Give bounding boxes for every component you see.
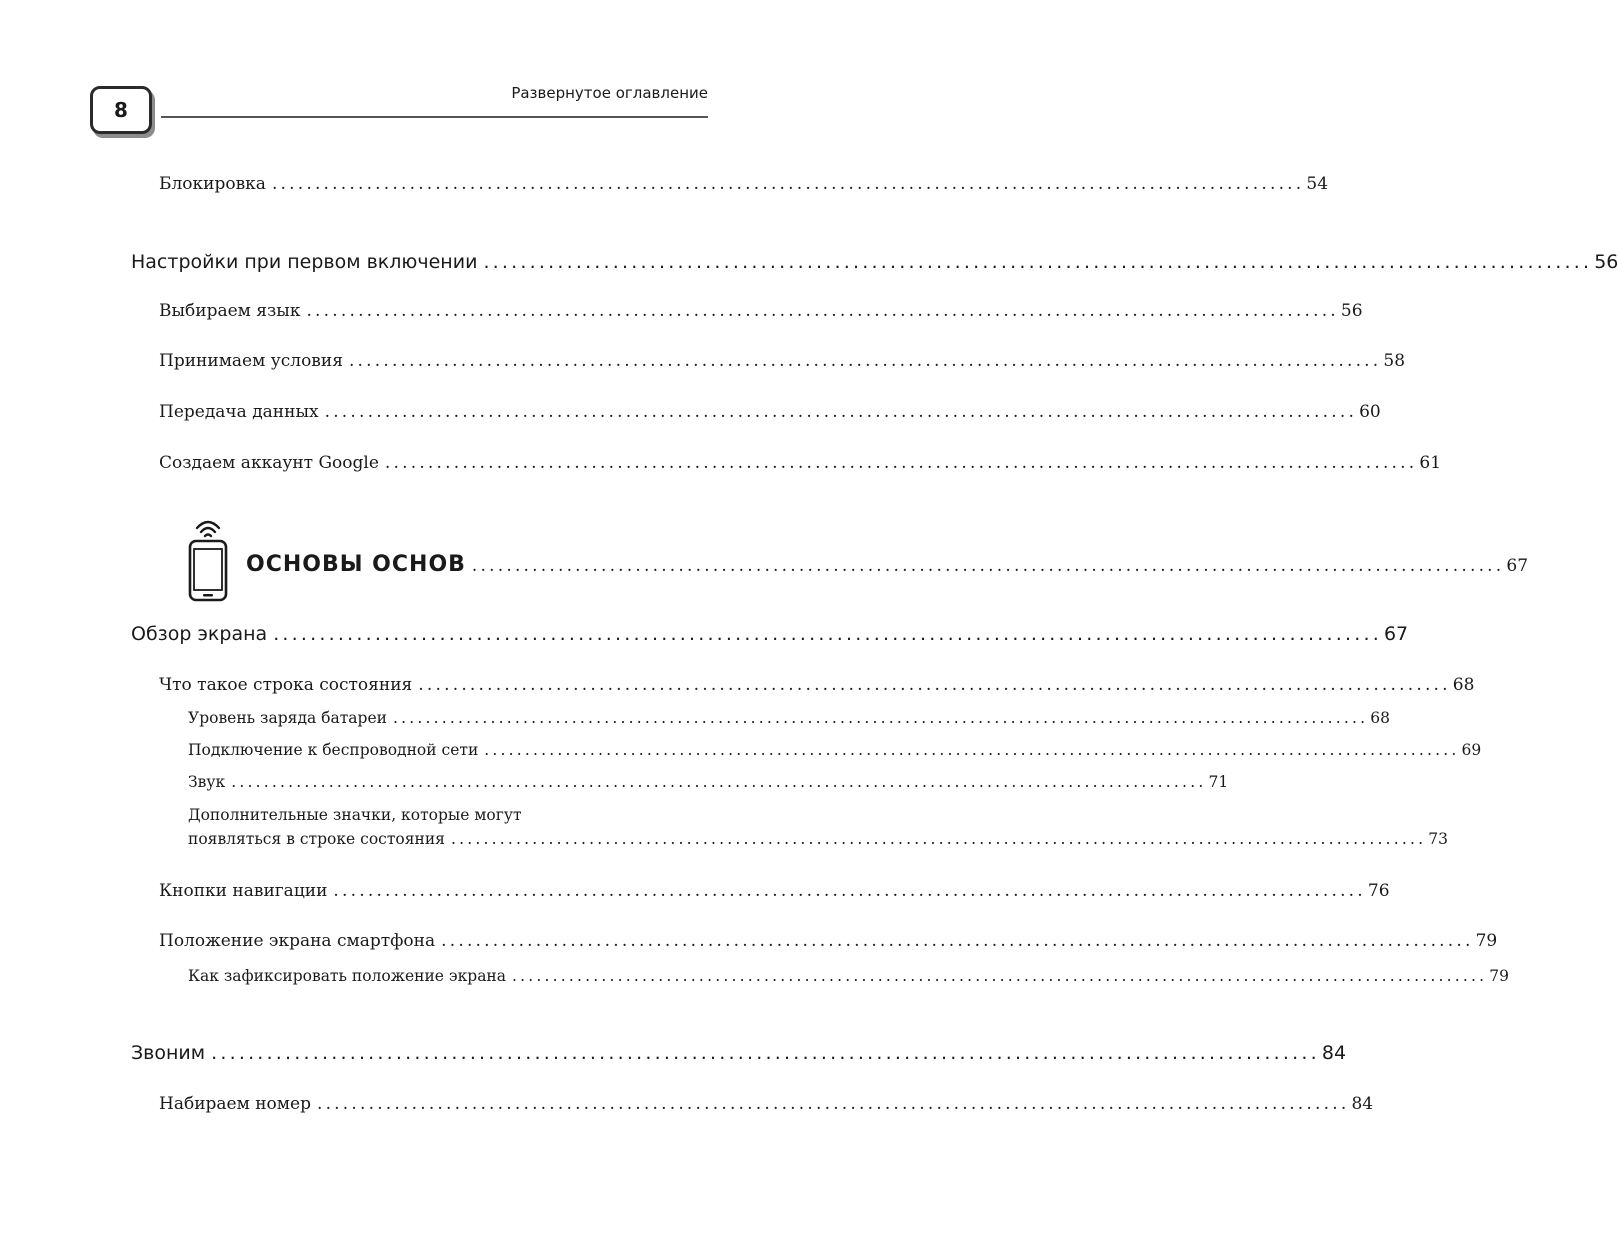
toc-entry-line1[interactable] [188,806,667,824]
toc-entry-page: 79 [1489,967,1509,985]
toc-entry-title: Набираем номер [159,1094,311,1114]
running-header-title: Развернутое оглавление [511,84,708,102]
toc-entry-page: 76 [1367,881,1390,901]
toc-entry-page: 69 [1461,741,1482,759]
toc-entry[interactable] [188,709,1390,727]
toc-entry-title: Блокировка [159,174,266,194]
toc-entry-title: Дополнительные значки, которые могут [188,806,522,824]
toc-entry-page: 61 [1419,453,1442,473]
toc-entry[interactable] [159,301,1363,321]
toc-entry[interactable] [159,402,1381,422]
toc-entry-title: Звоним [131,1042,206,1064]
toc-entry-page: 60 [1359,402,1381,422]
dot-leader: ........................................................................................................................ [450,830,1427,848]
toc-entry-page: 79 [1475,931,1498,951]
dot-leader: ........................................................................................................................ [512,967,1488,985]
dot-leader: ........................................................................................................................ [306,301,1339,321]
dot-leader: ........................................................................................................................ [324,402,1358,422]
toc-entry-title: Создаем аккаунт Google [159,453,379,473]
toc-entry[interactable] [159,931,1498,951]
toc-entry-page: 56 [1594,251,1618,273]
toc-entry-page: 84 [1321,1042,1347,1064]
dot-leader: ........................................................................................................................ [211,1042,1320,1064]
toc-entry-page: 68 [1370,709,1390,727]
toc-entry-title-continued: появляться в строке состояния [188,830,445,848]
dot-leader: ........................................................................................................................ [273,623,1382,645]
dot-leader: ........................................................................................................................ [441,931,1474,951]
toc-entry[interactable] [188,773,1229,791]
page-number: 8 [114,98,128,122]
dot-leader: ........................................................................................................................ [316,1094,1350,1114]
toc-entry[interactable] [131,1042,1347,1064]
toc-entry-page: 73 [1428,830,1448,848]
toc-entry[interactable] [188,967,1509,985]
toc-entry-page: 56 [1340,301,1363,321]
toc-entry-title: Принимаем условия [159,351,343,371]
toc-entry-page: 68 [1452,675,1475,695]
toc-entry-title: Передача данных [159,402,319,422]
dot-leader: ........................................................................................................................ [384,453,1418,473]
toc-entry-title: Положение экрана смартфона [159,931,436,951]
toc-entry-page: 67 [1383,623,1409,645]
dot-leader: ........................................................................................................................ [418,675,1451,695]
dot-leader: ........................................................................................................................ [471,556,1505,576]
toc-entry-title: Обзор экрана [131,623,268,645]
toc-entry-title: Настройки при первом включении [131,251,478,273]
dot-leader: ........................................................................................................................ [333,881,1366,901]
chapter-page: 67 [1506,556,1529,576]
toc-entry[interactable] [159,351,1406,371]
dot-leader: ........................................................................................................................ [483,251,1593,273]
toc-entry-title: Подключение к беспроводной сети [188,741,479,759]
toc-entry-page: 71 [1208,773,1229,791]
dot-leader: ........................................................................................................................ [271,174,1305,194]
smartphone-wifi-icon [186,514,230,602]
dot-leader: ........................................................................................................................ [392,709,1369,727]
toc-entry[interactable] [159,453,1442,473]
toc-entry-title: Как зафиксировать положение экрана [188,967,507,985]
toc-entry-page: 84 [1351,1094,1374,1114]
dot-leader: ........................................................................................................................ [484,741,1460,759]
toc-entry-title: Выбираем язык [159,301,301,321]
toc-entry[interactable] [131,251,1618,273]
toc-entry[interactable] [159,675,1475,695]
header-rule [161,116,708,118]
toc-entry[interactable] [159,881,1390,901]
dot-leader: ........................................................................................................................ [231,773,1207,791]
chapter-entry[interactable] [246,552,1529,577]
toc-entry-title: Уровень заряда батареи [188,709,387,727]
dot-leader: ........................................................................................................................ [348,351,1382,371]
toc-entry[interactable] [159,174,1329,194]
toc-entry[interactable] [131,623,1409,645]
toc-entry[interactable] [159,1094,1374,1114]
toc-entry-title: Кнопки навигации [159,881,328,901]
toc-entry[interactable] [188,741,1482,759]
toc-entry-title: Звук [188,773,226,791]
toc-entry-title: Что такое строка состояния [159,675,413,695]
page-number-box [90,86,152,134]
toc-entry-page: 58 [1383,351,1406,371]
toc-entry-page: 54 [1306,174,1329,194]
toc-entry[interactable] [188,830,1448,848]
chapter-title: ОСНОВЫ ОСНОВ [246,552,466,577]
